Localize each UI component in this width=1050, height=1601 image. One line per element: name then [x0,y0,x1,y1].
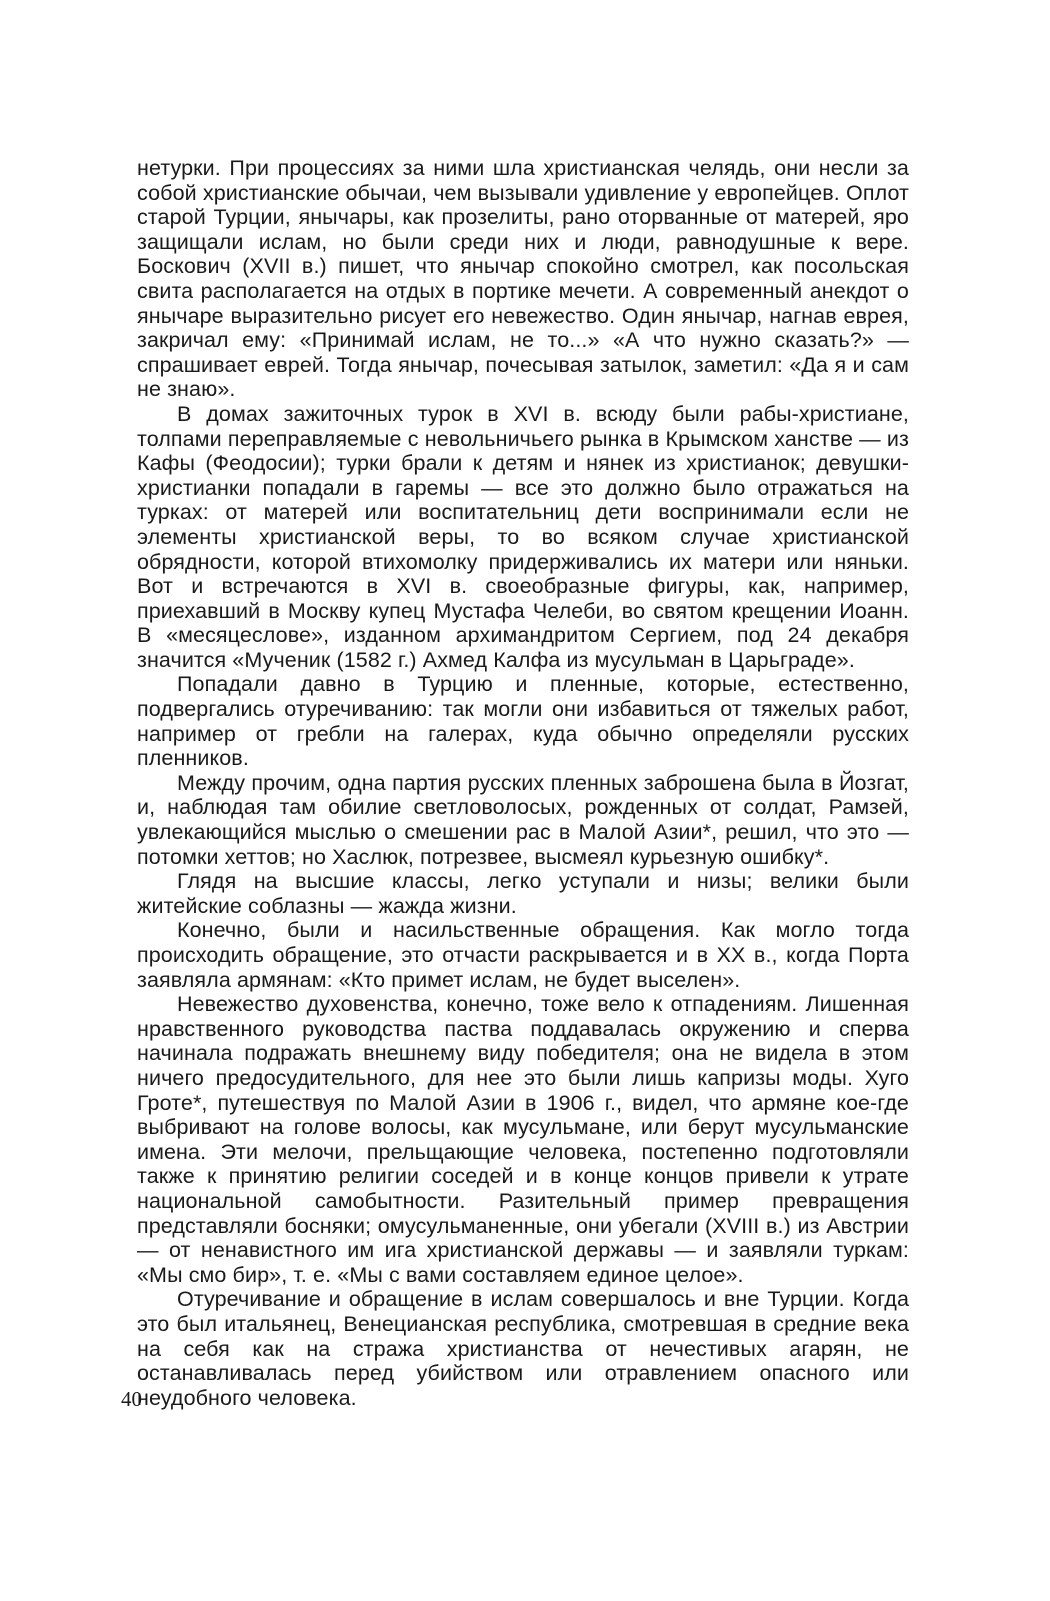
paragraph-2: В домах зажиточных турок в XVI в. всюду были рабы-христиане, толпами переправляемые с невольничьего рынка в Крымском ханстве — из Кафы (Феодосии); турки брали к детям и нянек из христианок; девушки-христианки попадали в гаремы — все это должно было отражаться на турках: от матерей или воспитательниц дети воспринимали если не элементы христианской веры, то во всяком случае христианской обрядности, которой втихомолку придерживались их матери или няньки. Вот и встречаются в XVI в. своеобразные фигуры, как, например, приехавший в Москву купец Мустафа Челеби, во святом крещении Иоанн. В «месяцеслове», изданном архимандритом Сергием, под 24 декабря значится «Мученик (1582 г.) Ахмед Калфа из мусульман в Царьграде». [137,401,909,672]
paragraph-5: Глядя на высшие классы, легко уступали и низы; велики были житейские соблазны — жажда жизни. [137,869,909,918]
paragraph-4: Между прочим, одна партия русских пленных заброшена была в Йозгат, и, наблюдая там обилие светловолосых, рожденных от солдат, Рамзей, увлекающийся мыслью о смешении рас в Малой Азии*, решил, что это — потомки хеттов; но Хаслюк, потрезвее, высмеял курьезную ошибку*. [137,770,909,869]
paragraph-8: Отуречивание и обращение в ислам совершалось и вне Турции. Когда это был итальянец, Венецианская республика, смотревшая в средние века на себя как на стража христианства от нечестивых агарян, не останавливалась перед убийством или отравлением опасного или неудобного человека. [137,1287,909,1410]
paragraph-6: Конечно, были и насильственные обращения. Как могло тогда происходить обращение, это отчасти раскрывается и в XX в., когда Порта заявляла армянам: «Кто примет ислам, не будет выселен». [137,918,909,992]
body-text [137,156,909,1410]
paragraph-1: нетурки. При процессиях за ними шла христианская челядь, они несли за собой христианские обычаи, чем вызывали удивление у европейцев. Оплот старой Турции, янычары, как прозелиты, рано оторванные от матерей, яро защищали ислам, но были среди них и люди, равнодушные к вере. Боскович (XVII в.) пишет, что янычар спокойно смотрел, как посольская свита располагается на отдых в портике мечети. А современный анекдот о янычаре выразительно рисует его невежество. Один янычар, нагнав еврея, закричал ему: «Принимай ислам, не то...» «А что нужно сказать?» — спрашивает еврей. Тогда янычар, почесывая затылок, заметил: «Да я и сам не знаю». [137,156,909,402]
paragraph-7: Невежество духовенства, конечно, тоже вело к отпадениям. Лишенная нравственного руководства паства поддавалась окружению и сперва начинала подражать внешнему виду победителя; она не видела в этом ничего предосудительного, для нее это были лишь капризы моды. Хуго Гроте*, путешествуя по Малой Азии в 1906 г., видел, что армяне кое-где выбривают на голове волосы, как мусульмане, или берут мусульманские имена. Эти мелочи, прельщающие человека, постепенно подготовляли также к принятию религии соседей и в конце концов привели к утрате национальной самобытности. Разительный пример превращения представляли босняки; омусульманенные, они убегали (XVIII в.) из Австрии — от ненавистного им ига христианской державы — и заявляли туркам: «Мы смо бир», т. е. «Мы с вами составляем единое целое». [137,992,909,1287]
page-number: 40 [121,1387,142,1411]
paragraph-3: Попадали давно в Турцию и пленные, которые, естественно, подвергались отуречиванию: так могли они избавиться от тяжелых работ, например от гребли на галерах, куда обычно определяли русских пленников. [137,672,909,771]
